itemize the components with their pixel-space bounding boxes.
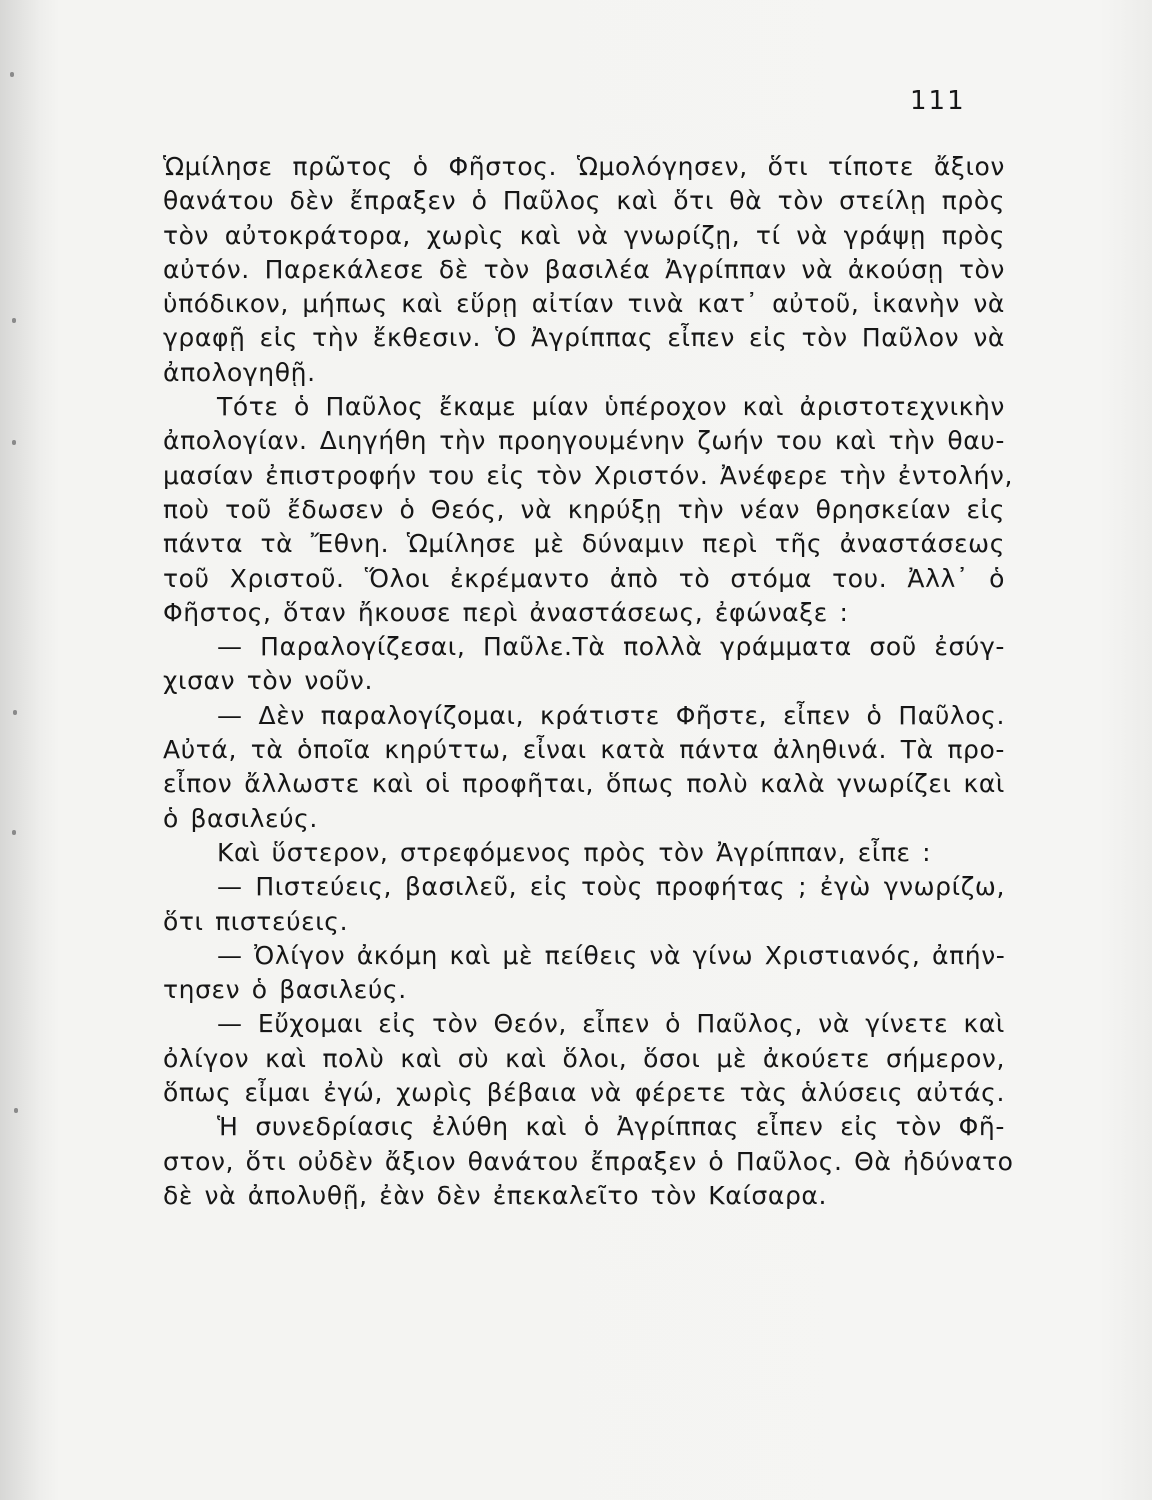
text-line: εἶπον ἄλλωστε καὶ οἱ προφῆται, ὅπως πολὺ καλὰ γνωρίζει καὶ xyxy=(163,769,1005,799)
text-line: ὑπόδικον, μήπως καὶ εὕρῃ αἰτίαν τινὰ κατ᾽ αὐτοῦ, ἱκανὴν νὰ xyxy=(163,289,1005,319)
text-line: θανάτου δὲν ἔπραξεν ὁ Παῦλος καὶ ὅτι θὰ τὸν στείλῃ πρὸς xyxy=(163,186,1005,216)
body-text xyxy=(163,150,1014,1213)
text-line: μασίαν ἐπιστροφήν του εἰς τὸν Χριστόν. Ἀνέφερε τὴν ἐντολήν, xyxy=(163,460,1014,490)
text-line: — Πιστεύεις, βασιλεῦ, εἰς τοὺς προφήτας ; ἐγὼ γνωρίζω, xyxy=(217,872,1005,902)
text-line: — Εὔχομαι εἰς τὸν Θεόν, εἶπεν ὁ Παῦλος, νὰ γίνετε καὶ xyxy=(217,1009,1005,1039)
text-line: πάντα τὰ Ἔθνη. Ὡμίλησε μὲ δύναμιν περὶ τῆς ἀναστάσεως xyxy=(163,529,1005,559)
text-line: ὀλίγον καὶ πολὺ καὶ σὺ καὶ ὅλοι, ὅσοι μὲ ἀκούετε σήμερον, xyxy=(163,1043,1005,1073)
scan-speck xyxy=(12,440,16,445)
text-line: αὐτόν. Παρεκάλεσε δὲ τὸν βασιλέα Ἀγρίππαν νὰ ἀκούσῃ τὸν xyxy=(163,254,1005,284)
text-line: — Δὲν παραλογίζομαι, κράτιστε Φῆστε, εἶπεν ὁ Παῦλος. xyxy=(217,700,1005,730)
scan-speck xyxy=(14,1108,18,1113)
text-line: ὁ βασιλεύς. xyxy=(163,803,318,833)
text-line: ἀπολογηθῇ. xyxy=(163,357,316,387)
text-line: — Ὀλίγον ἀκόμη καὶ μὲ πείθεις νὰ γίνω Χριστιανός, ἀπήν- xyxy=(217,940,1006,970)
scan-speck xyxy=(12,318,16,323)
text-line: Καὶ ὕστερον, στρεφόμενος πρὸς τὸν Ἀγρίππαν, εἶπε : xyxy=(217,837,932,867)
text-line: Φῆστος, ὅταν ἤκουσε περὶ ἀναστάσεως, ἐφώναξε : xyxy=(163,597,849,627)
text-line: τησεν ὁ βασιλεύς. xyxy=(163,975,407,1005)
scan-speck xyxy=(10,72,14,77)
text-line: ἀπολογίαν. Διηγήθη τὴν προηγουμένην ζωήν του καὶ τὴν θαυ- xyxy=(163,426,1005,456)
page-number: 111 xyxy=(910,86,966,116)
page-gutter-shadow xyxy=(0,0,60,1500)
text-line: — Παραλογίζεσαι, Παῦλε.Τὰ πολλὰ γράμματα σοῦ ἐσύγ- xyxy=(217,632,1005,662)
text-line: ὅτι πιστεύεις. xyxy=(163,906,349,936)
text-line: Ἡ συνεδρίασις ἐλύθη καὶ ὁ Ἀγρίππας εἶπεν εἰς τὸν Φῆ- xyxy=(217,1112,1005,1142)
text-line: ὅπως εἶμαι ἐγώ, χωρὶς βέβαια νὰ φέρετε τὰς ἁλύσεις αὐτάς. xyxy=(163,1078,1005,1108)
text-line: τοῦ Χριστοῦ. Ὅλοι ἐκρέμαντο ἀπὸ τὸ στόμα του. Ἀλλ᾽ ὁ xyxy=(163,563,1005,593)
text-line: τὸν αὐτοκράτορα, χωρὶς καὶ νὰ γνωρίζῃ, τί νὰ γράψῃ πρὸς xyxy=(163,220,1005,250)
text-line: Αὐτά, τὰ ὁποῖα κηρύττω, εἶναι κατὰ πάντα ἀληθινά. Τὰ προ- xyxy=(163,735,1005,765)
text-line: χισαν τὸν νοῦν. xyxy=(163,666,374,696)
text-line: Τότε ὁ Παῦλος ἔκαμε μίαν ὑπέροχον καὶ ἀριστοτεχνικὴν xyxy=(217,392,1005,422)
scan-speck xyxy=(13,710,17,715)
text-line: ποὺ τοῦ ἔδωσεν ὁ Θεός, νὰ κηρύξῃ τὴν νέαν θρησκείαν εἰς xyxy=(163,494,1005,524)
scan-speck xyxy=(12,830,16,835)
text-line: γραφῇ εἰς τὴν ἔκθεσιν. Ὁ Ἀγρίππας εἶπεν εἰς τὸν Παῦλον νὰ xyxy=(163,323,1005,353)
text-line: στον, ὅτι οὐδὲν ἄξιον θανάτου ἔπραξεν ὁ Παῦλος. Θὰ ἠδύνατο xyxy=(163,1146,1014,1176)
text-line: δὲ νὰ ἀπολυθῇ, ἐὰν δὲν ἐπεκαλεῖτο τὸν Καίσαρα. xyxy=(163,1180,828,1210)
text-line: Ὡμίλησε πρῶτος ὁ Φῆστος. Ὡμολόγησεν, ὅτι τίποτε ἄξιον xyxy=(163,152,1005,181)
